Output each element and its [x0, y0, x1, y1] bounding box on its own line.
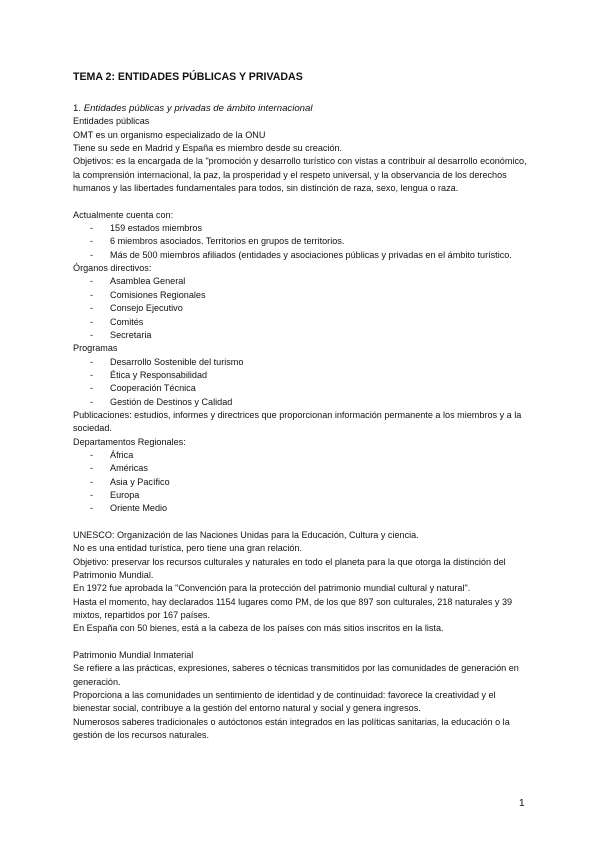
cuenta-con-label: Actualmente cuenta con:: [73, 209, 174, 220]
publicaciones: Publicaciones: estudios, informes y directrices que proporcionan información permanente a los miembros y a la sociedad.: [73, 409, 522, 434]
list-item: - Más de 500 miembros afiliados (entidades y asociaciones públicas y privadas en el ámbito turístico.: [73, 249, 528, 262]
list-item: - Américas: [73, 462, 528, 475]
unesco-intro: UNESCO: Organización de las Naciones Unidas para la Educación, Cultura y ciencia.: [73, 530, 419, 540]
document-page: [73, 70, 528, 743]
list-item: - Consejo Ejecutivo: [73, 302, 528, 315]
list-item: - Comités: [73, 316, 528, 329]
list-item: - Europa: [73, 489, 528, 502]
organos-list: [73, 275, 528, 342]
section-heading: [73, 102, 528, 115]
departamentos-list: [73, 449, 528, 516]
list-item: - Asia y Pacífico: [73, 476, 528, 489]
section-title: Entidades públicas y privadas de ámbito internacional: [83, 103, 313, 114]
list-item: - Asamblea General: [73, 275, 528, 288]
inmaterial-heading: Patrimonio Mundial Inmaterial: [73, 650, 194, 661]
departamentos-label: Departamentos Regionales:: [73, 436, 186, 447]
list-item: - Desarrollo Sostenible del turismo: [73, 356, 528, 369]
unesco-espana: En España con 50 bienes, está a la cabeza de los países con más sitios inscritos en la lista.: [73, 623, 444, 634]
unesco-lugares: Hasta el momento, hay declarados 1154 lugares como PM, de los que 897 son culturales, 218 naturales y 39 mixtos, repartidos por 167 países.: [73, 596, 513, 621]
subheading-publicas: Entidades públicas: [73, 116, 150, 127]
page-number: 1: [519, 798, 525, 809]
list-item: - Secretaria: [73, 329, 528, 342]
list-item: - Ética y Responsabilidad: [73, 369, 528, 382]
list-item: - 6 miembros asociados. Territorios en grupos de territorios.: [73, 235, 528, 248]
list-item: - África: [73, 449, 528, 462]
list-item: - Comisiones Regionales: [73, 289, 528, 302]
unesco-relacion: No es una entidad turística, pero tiene una gran relación.: [73, 543, 303, 554]
inmaterial-p1: Se refiere a las prácticas, expresiones, saberes o técnicas transmitidos por las comunidades de generación en generación.: [73, 663, 519, 687]
omt-intro: OMT es un organismo especializado de la ONU: [73, 129, 266, 140]
inmaterial-p3: Numerosos saberes tradicionales o autóctonos están integrados en las políticas sanitarias, la educación o la gestión de los recursos naturales.: [73, 716, 510, 741]
page-title: TEMA 2: ENTIDADES PÚBLICAS Y PRIVADAS: [73, 71, 303, 83]
unesco-objetivo: Objetivo: preservar los recursos culturales y naturales en todo el planeta para la que otorga la distinción del Patrimonio Mundial.: [73, 556, 506, 581]
programas-list: [73, 356, 528, 409]
organos-label: Órganos directivos:: [73, 263, 152, 274]
programas-label: Programas: [73, 343, 118, 354]
section-number: 1.: [73, 103, 82, 114]
omt-objetivos: Objetivos: es la encargada de la "promoción y desarrollo turístico con vistas a contribuir al desarrollo económico, la comprensión internacional, la paz, la prosperidad y el respeto universal, y la observancia de los derechos humanos y las libertades fundamentales para todos, sin distinción de raza, sexo, lengua o raza.: [73, 156, 527, 194]
omt-sede: Tiene su sede en Madrid y España es miembro desde su creación.: [73, 143, 343, 154]
cuenta-con-list: [73, 222, 528, 262]
list-item: - Oriente Medio: [73, 502, 528, 515]
list-item: - Cooperación Técnica: [73, 382, 528, 395]
list-item: - Gestión de Destinos y Calidad: [73, 396, 528, 409]
unesco-convencion: En 1972 fue aprobada la "Convención para la protección del patrimonio mundial cultural y natural".: [73, 583, 471, 594]
inmaterial-p2: Proporciona a las comunidades un sentimiento de identidad y de continuidad: favorece la creatividad y el bienestar social, contribuye a la gestión del entorno natural y social y genera ingresos.: [73, 690, 496, 714]
list-item: - 159 estados miembros: [73, 222, 528, 235]
